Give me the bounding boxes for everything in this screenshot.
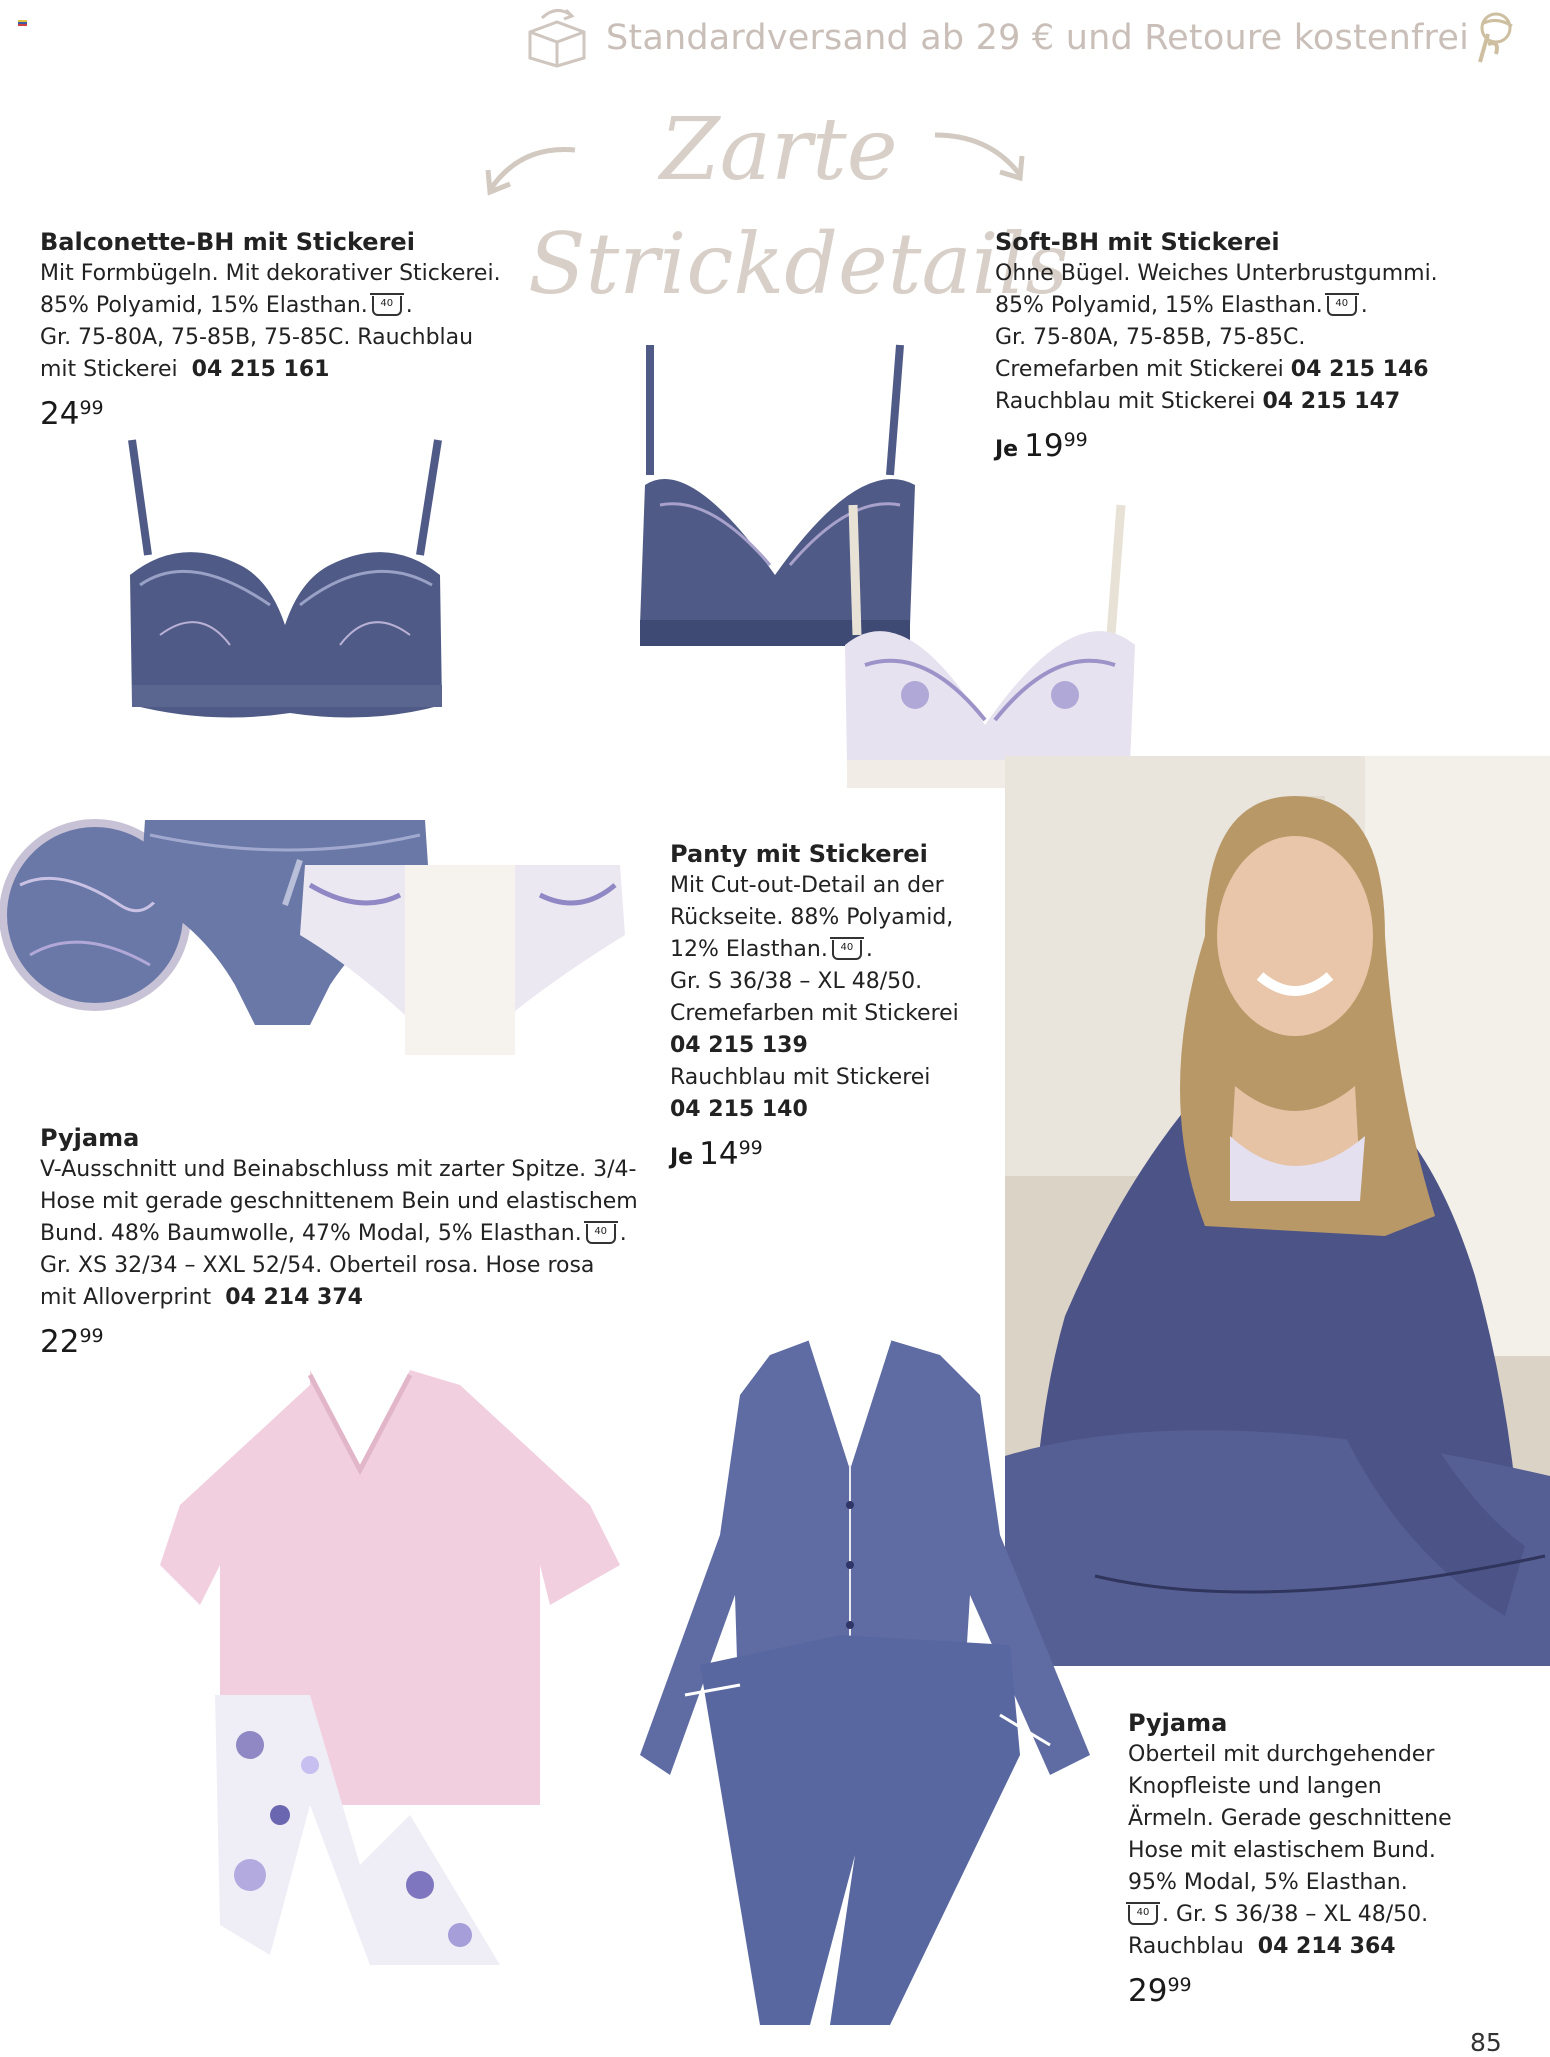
article-number: 04 215 140 (670, 1097, 808, 1122)
product-title: Panty mit Stickerei (670, 840, 928, 868)
article-number: 04 214 374 (225, 1285, 363, 1310)
page-number: 85 (1470, 2028, 1502, 2057)
wash-40-icon: 40 (586, 1224, 616, 1244)
pink-pyjama-image (160, 1365, 620, 1965)
headline-line2: Strickdetails (528, 215, 1069, 313)
article-number: 04 215 147 (1262, 389, 1401, 414)
product-title: Pyjama (40, 1124, 140, 1152)
product-panty: Panty mit Stickerei Mit Cut-out-Detail an der Rückseite. 88% Polyamid, 12% Elasthan. 40 . Gr. S 36/38 – XL 48/50. Cremefarben mit Stickerei 04 215 139 Rauchblau mit Stickerei 04 215 140 Je $14^{99}$ (670, 838, 959, 1178)
balconette-bra-image (120, 435, 450, 735)
product-soft-bh: Soft-BH mit Stickerei Ohne Bügel. Weiches Unterbrustgummi. 85% Polyamid, 15% Elasthan. 40 . Gr. 75-80A, 75-85B, 75-85C. Cremefarben mit Stickerei 04 215 146 Rauchblau mit Stickerei 04 215 147 Je $19^{99}$ (995, 226, 1438, 470)
wash-40-icon: 40 (372, 296, 402, 316)
product-pyjama-2: Pyjama Oberteil mit durchgehender Knopfleiste und langen Ärmeln. Gerade geschnittene Hose mit elastischem Bund. 95% Modal, 5% Elasthan. 40 . Gr. S 36/38 – XL 48/50. Rauchblau 04 214 364 $29^{99}$ (1128, 1709, 1452, 2009)
price: Je $14^{99}$ (670, 1136, 763, 1172)
price: Je $19^{99}$ (995, 428, 1088, 464)
wash-40-icon: 40 (1327, 296, 1357, 316)
product-title: Balconette-BH mit Stickerei (40, 228, 415, 256)
panty-image (0, 815, 640, 1075)
price: $22^{99}$ (40, 1324, 104, 1360)
product-pyjama-1: Pyjama V-Ausschnitt und Beinabschluss mit zarter Spitze. 3/4- Hose mit gerade geschnittenem Bein und elastischem Bund. 48% Baumwolle, 47% Modal, 5% Elasthan. 40 . Gr. XS 32/34 – XXL 52/54. Oberteil rosa. Hose rosa mit Alloverprint 04 214 374 $22^{99}$ (40, 1124, 638, 1360)
soft-bra-cream-image (835, 495, 1145, 795)
wash-40-icon: 40 (832, 940, 862, 960)
price: $29^{99}$ (1128, 1973, 1192, 2009)
article-number: 04 214 364 (1257, 1934, 1396, 1959)
headline-line1: Zarte (660, 100, 898, 200)
product-balconette: Balconette-BH mit Stickerei Mit Formbügeln. Mit dekorativer Stickerei. 85% Polyamid, 15% Elasthan. 40 . Gr. 75-80A, 75-85B, 75-85C. Rauchblau mit Stickerei 04 215 161 $24^{99}$ (40, 228, 501, 432)
banner-text: Standardversand ab 29 € und Retoure kostenfrei (606, 18, 1470, 58)
product-title: Pyjama (1128, 1709, 1228, 1737)
article-number: 04 215 139 (670, 1033, 808, 1058)
price: $24^{99}$ (40, 396, 104, 432)
brand-logo-icon (1466, 10, 1524, 68)
product-title: Soft-BH mit Stickerei (995, 228, 1280, 256)
navy-pyjama-image (640, 1335, 1090, 2025)
package-return-icon (522, 8, 592, 68)
flag-icon (18, 20, 27, 27)
article-number: 04 215 146 (1290, 357, 1429, 382)
wash-40-icon: 40 (1128, 1905, 1158, 1925)
article-number: 04 215 161 (191, 357, 330, 382)
shipping-banner (522, 8, 1522, 68)
